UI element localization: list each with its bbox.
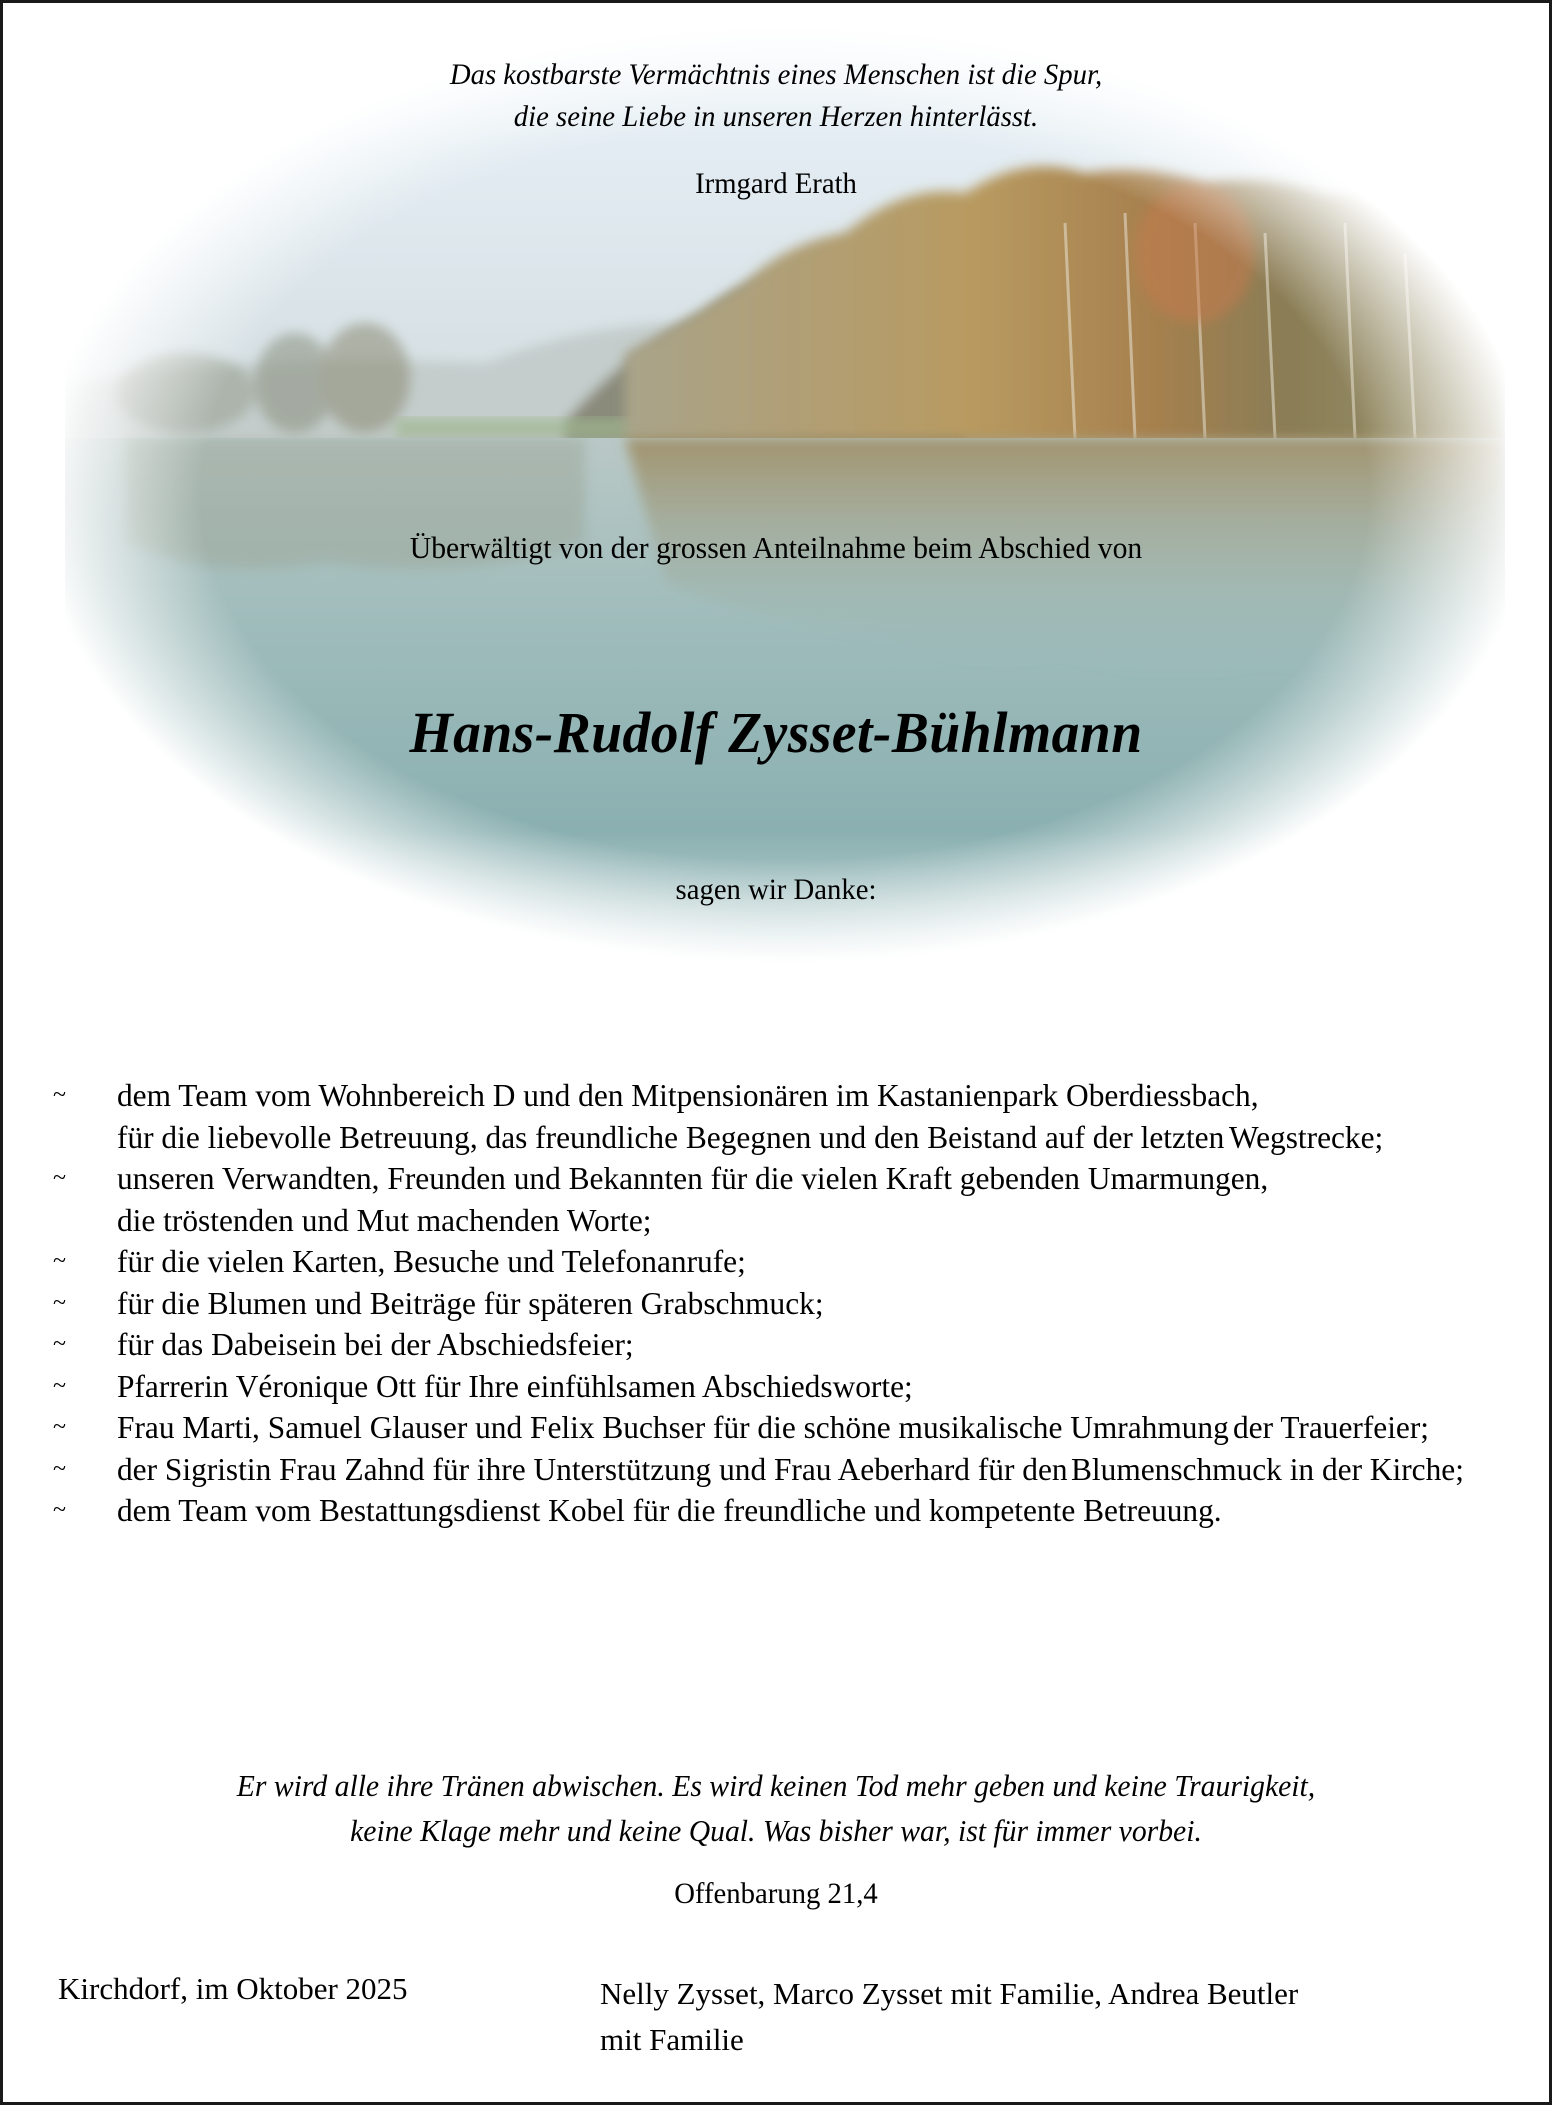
thanks-item [53, 1407, 1513, 1449]
verse-reference: Offenbarung 21,4 [674, 1877, 878, 1910]
thanks-item [53, 1283, 1513, 1325]
tilde-bullet-icon: ~ [53, 1414, 66, 1440]
thanks-item [53, 1366, 1513, 1408]
thanks-item [53, 1449, 1513, 1491]
epigraph-line: die seine Liebe in unseren Herzen hinterlässt. [513, 100, 1039, 133]
signatories-line: mit Familie [600, 2022, 744, 2057]
thanks-item-line: für die vielen Karten, Besuche und Telefonanrufe; [117, 1244, 746, 1279]
epigraph-line: Das kostbarste Vermächtnis eines Menschen ist die Spur, [449, 58, 1103, 91]
thanks-heading: sagen wir Danke: [675, 873, 877, 906]
tilde-bullet-icon: ~ [53, 1372, 66, 1399]
tilde-bullet-icon: ~ [53, 1455, 66, 1482]
signatories-line: Nelly Zysset, Marco Zysset mit Familie, Andrea Beutler [600, 1976, 1299, 2011]
tilde-bullet-icon: ~ [53, 1082, 66, 1108]
thanks-item-line: Blumenschmuck in der Kirche; [1071, 1451, 1465, 1487]
epigraph-author: Irmgard Erath [695, 167, 857, 200]
thanks-item-line: dem Team vom Bestattungsdienst Kobel für die freundliche und kompetente Betreuung. [117, 1493, 1222, 1528]
thanks-item-line: unseren Verwandten, Freunden und Bekannten für die vielen Kraft gebenden Umarmungen, [117, 1161, 1269, 1196]
thanks-item-line: dem Team vom Wohnbereich D und den Mitpensionären im Kastanienpark Oberdiessbach, [117, 1078, 1259, 1113]
thanks-list [53, 1075, 1513, 1532]
thanks-item [53, 1158, 1513, 1241]
intro-text: Überwältigt von der grossen Anteilnahme beim Abschied von [409, 530, 1143, 565]
landscape-photo-graphic [65, 23, 1505, 963]
thanks-item-line: der Trauerfeier; [1233, 1410, 1430, 1445]
thanks-item [53, 1241, 1513, 1283]
thanks-item-line: Wegstrecke; [1228, 1119, 1384, 1155]
tilde-bullet-icon: ~ [53, 1289, 66, 1316]
thanks-item [53, 1324, 1513, 1366]
thanks-item-line: die tröstenden und Mut machenden Worte; [117, 1202, 652, 1238]
thanks-item-line: für die liebevolle Betreuung, das freundliche Begegnen und den Beistand auf der letzten [117, 1119, 1225, 1155]
closing-verse-line: keine Klage mehr und keine Qual. Was bisher war, ist für immer vorbei. [350, 1813, 1202, 1848]
deceased-name: Hans-Rudolf Zysset-Bühlmann [409, 700, 1143, 765]
thanks-item [53, 1075, 1513, 1158]
thanks-item-line: für das Dabeisein bei der Abschiedsfeier; [117, 1327, 634, 1362]
thanks-item-line: Frau Marti, Samuel Glauser und Felix Buchser für die schöne musikalische Umrahmung [117, 1410, 1229, 1445]
signatories [600, 1971, 1500, 2063]
place-and-date: Kirchdorf, im Oktober 2025 [58, 1971, 408, 2006]
thanks-item-line: der Sigristin Frau Zahnd für ihre Unterstützung und Frau Aeberhard für den [117, 1451, 1068, 1487]
tilde-bullet-icon: ~ [53, 1248, 66, 1274]
closing-verse-line: Er wird alle ihre Tränen abwischen. Es wird keinen Tod mehr geben und keine Traurigkeit, [236, 1768, 1316, 1803]
lake-landscape-image [65, 23, 1505, 963]
tilde-bullet-icon: ~ [53, 1497, 66, 1523]
tilde-bullet-icon: ~ [53, 1331, 66, 1357]
tilde-bullet-icon: ~ [53, 1165, 66, 1191]
thanks-item-line: Pfarrerin Véronique Ott für Ihre einfühlsamen Abschiedsworte; [117, 1368, 913, 1404]
thanks-item-line: für die Blumen und Beiträge für späteren Grabschmuck; [117, 1285, 824, 1321]
thanks-item [53, 1490, 1513, 1532]
